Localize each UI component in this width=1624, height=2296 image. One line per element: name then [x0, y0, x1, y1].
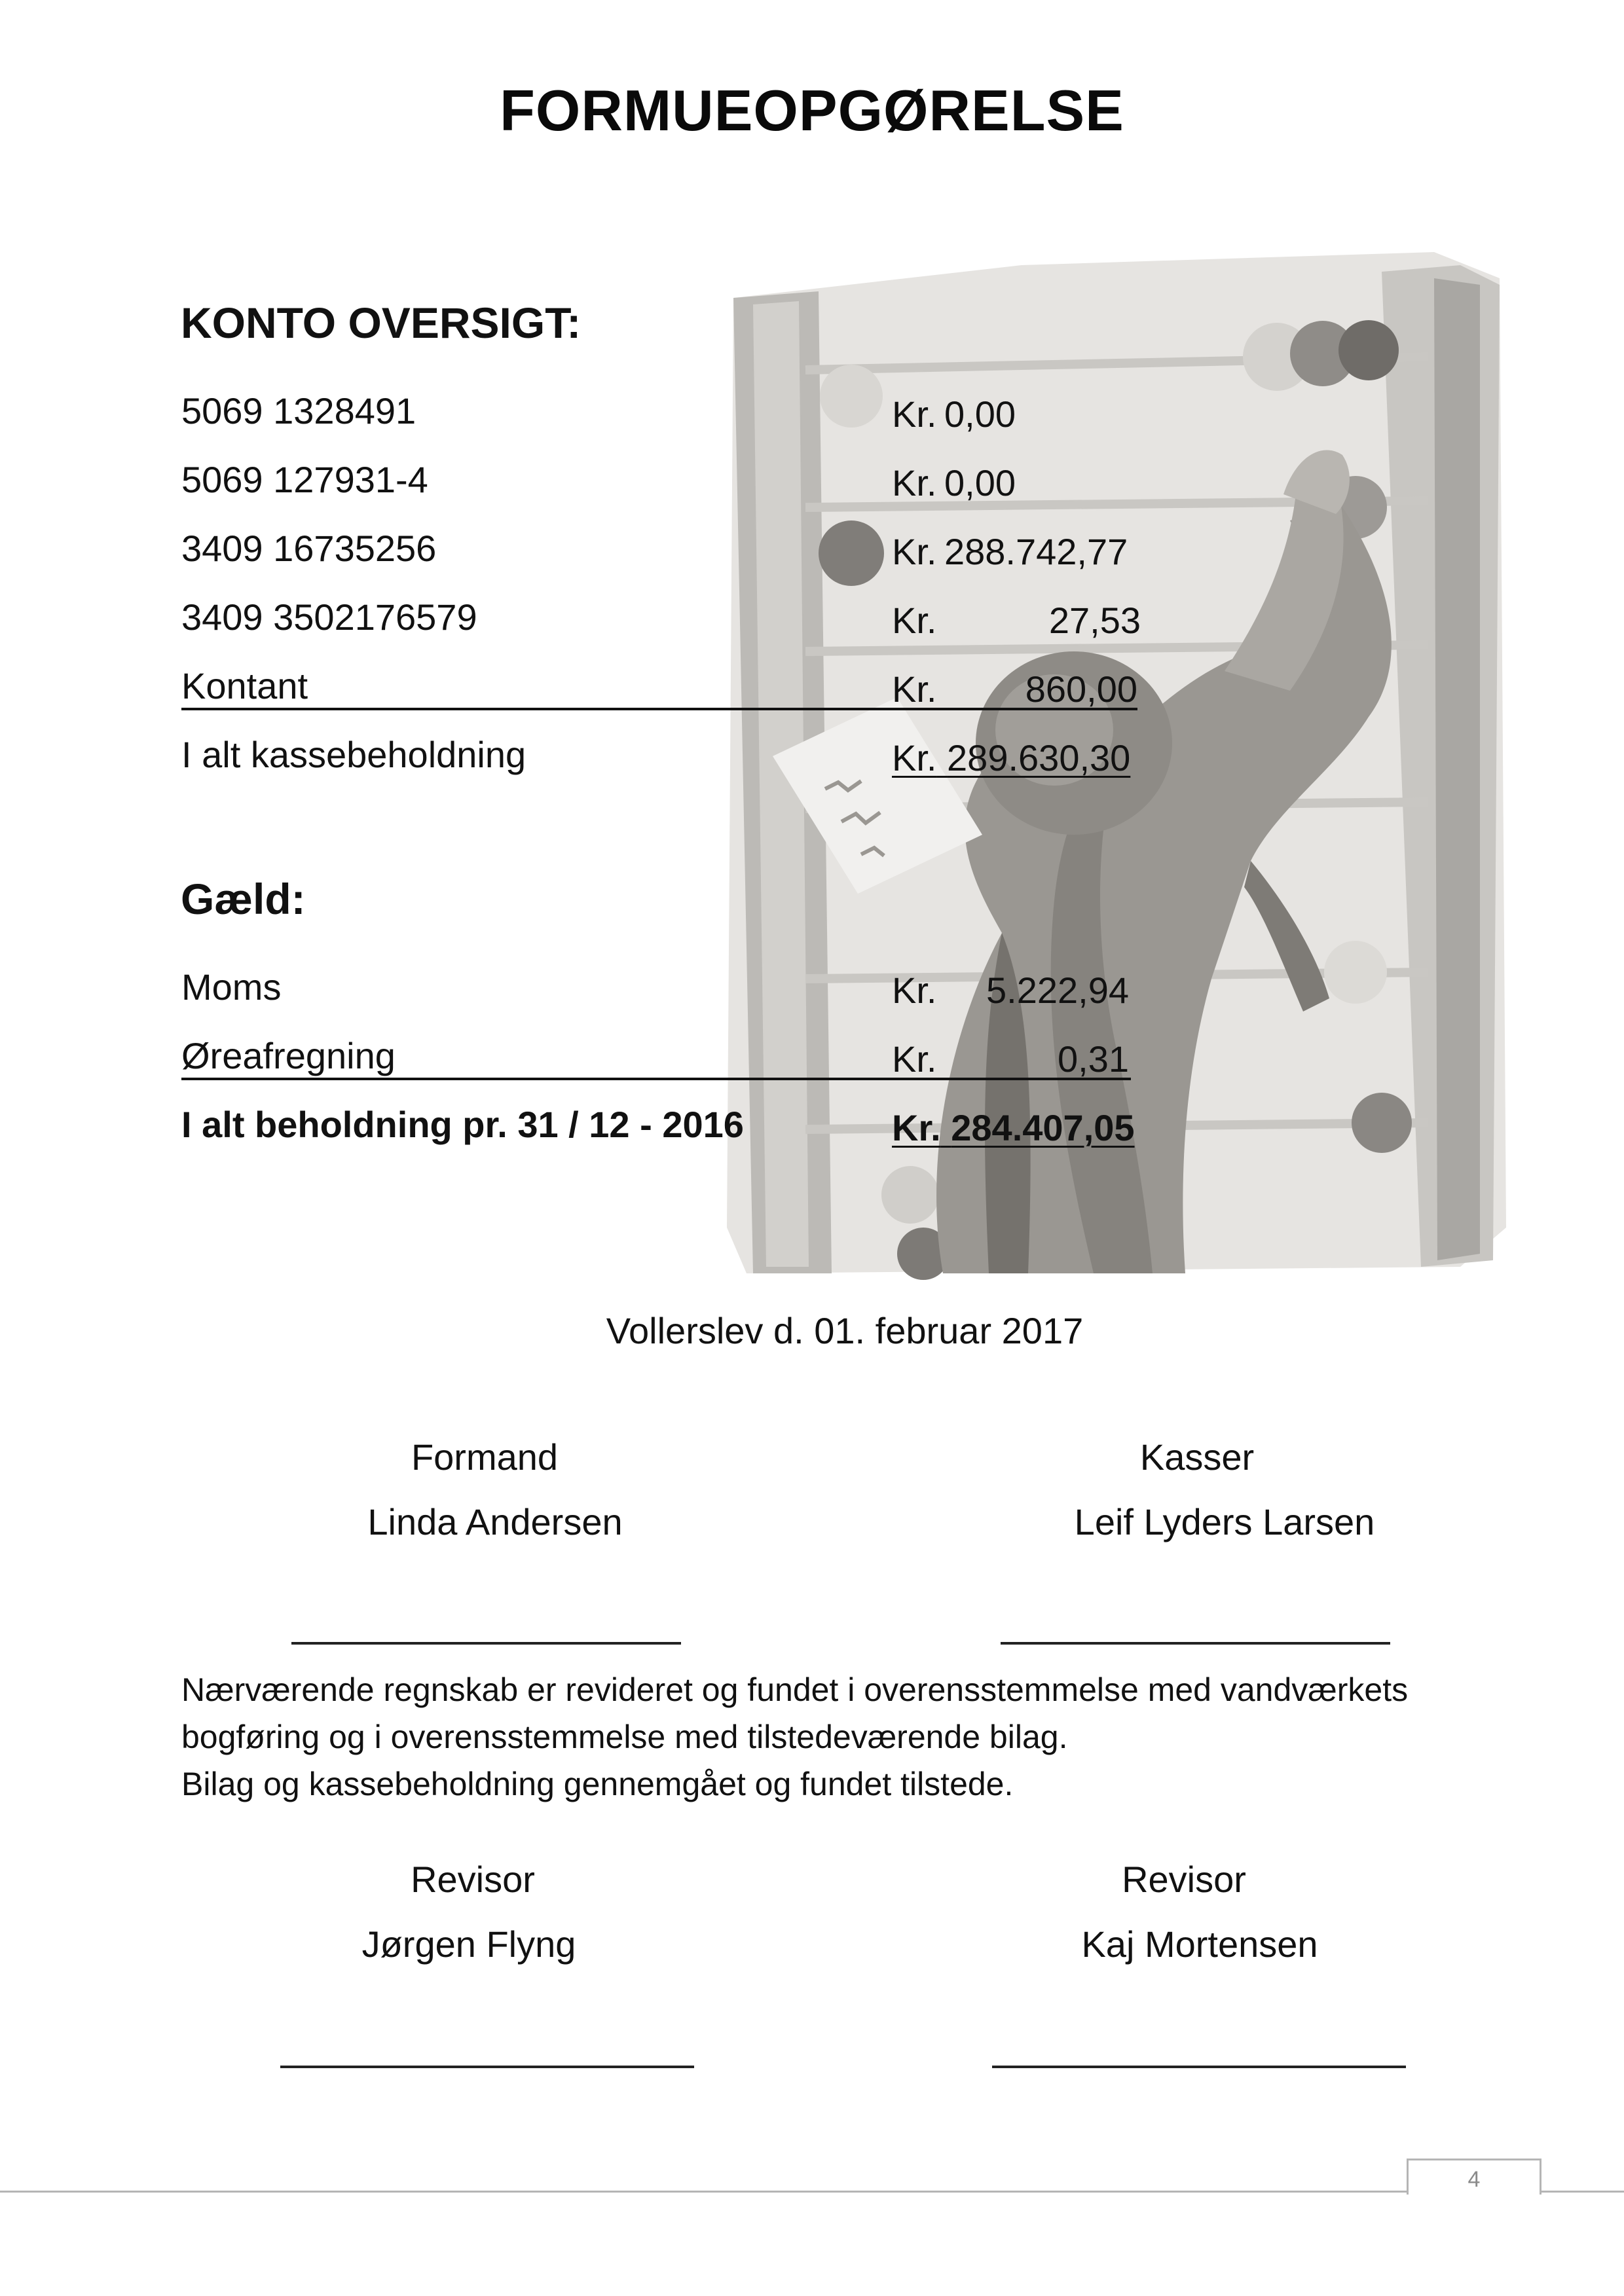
total-cash-label: I alt kassebeholdning: [181, 734, 526, 775]
debt-label: Øreafregning: [181, 1035, 396, 1076]
signer-left-name: Linda Andersen: [367, 1501, 623, 1542]
audit-note: [181, 1666, 1524, 1808]
kr-label: Kr.: [892, 737, 937, 778]
signature-line-right: [992, 2066, 1406, 2068]
account-label: 5069 127931-4: [181, 459, 428, 500]
signer-right-name: Leif Lyders Larsen: [1074, 1501, 1375, 1542]
page-title: FORMUEOPGØRELSE: [500, 78, 1124, 143]
kr-label: Kr.: [892, 393, 937, 435]
subtotal-rule: [181, 708, 1137, 710]
amount-value: 0,00: [944, 393, 1016, 435]
account-label: 3409 3502176579: [181, 596, 477, 638]
amount-value: 860,00: [1025, 668, 1137, 710]
accounts-heading: KONTO OVERSIGT:: [181, 299, 581, 347]
debt-heading: Gæld:: [181, 875, 306, 923]
signature-line-left: [280, 2066, 694, 2068]
signer-right-role: Kasser: [1139, 1436, 1255, 1478]
kr-label: Kr.: [892, 462, 937, 503]
audit-note-line: Nærværende regnskab er revideret og fundet i overensstemmelse med vandværkets: [181, 1671, 1409, 1708]
debt-label: Moms: [181, 966, 282, 1008]
auditor-right-name: Kaj Mortensen: [1081, 1923, 1318, 1965]
amount-value: 0,00: [944, 462, 1016, 503]
account-label: 5069 1328491: [181, 390, 416, 431]
auditor-left-role: Revisor: [411, 1859, 535, 1900]
kr-label: Kr.: [892, 1107, 941, 1148]
page-number: 4: [1407, 2159, 1541, 2195]
amount-value: 289.630,30: [947, 737, 1131, 778]
debt-subtotal-rule: [181, 1078, 1131, 1080]
amount-value: 5.222,94: [986, 970, 1129, 1011]
auditor-right-role: Revisor: [1122, 1859, 1246, 1900]
total-cash-amount: [892, 737, 1130, 779]
signature-line-right: [1001, 1642, 1390, 1645]
place-date: Vollerslev d. 01. februar 2017: [606, 1310, 1084, 1351]
footer-rule: [0, 2191, 1624, 2193]
signature-line-left: [291, 1642, 681, 1645]
amount-value: 27,53: [1048, 600, 1141, 641]
audit-note-line: bogføring og i overensstemmelse med tilstedeværende bilag.: [181, 1719, 1068, 1755]
final-total-amount: [892, 1106, 1135, 1149]
amount-value: 0,31: [1058, 1038, 1129, 1080]
kr-label: Kr.: [892, 1038, 937, 1080]
account-label: 3409 16735256: [181, 528, 437, 569]
account-label: Kontant: [181, 665, 308, 706]
kr-label: Kr.: [892, 668, 937, 710]
auditor-left-name: Jørgen Flyng: [361, 1923, 576, 1965]
final-total-label: I alt beholdning pr. 31 / 12 - 2016: [181, 1104, 744, 1145]
kr-label: Kr.: [892, 600, 937, 641]
signer-left-role: Formand: [411, 1436, 559, 1478]
kr-label: Kr.: [892, 970, 937, 1011]
audit-note-line: Bilag og kassebeholdning gennemgået og fundet tilstede.: [181, 1766, 1014, 1802]
amount-value: 288.742,77: [944, 531, 1128, 572]
amount-value: 284.407,05: [951, 1107, 1135, 1148]
kr-label: Kr.: [892, 531, 937, 572]
